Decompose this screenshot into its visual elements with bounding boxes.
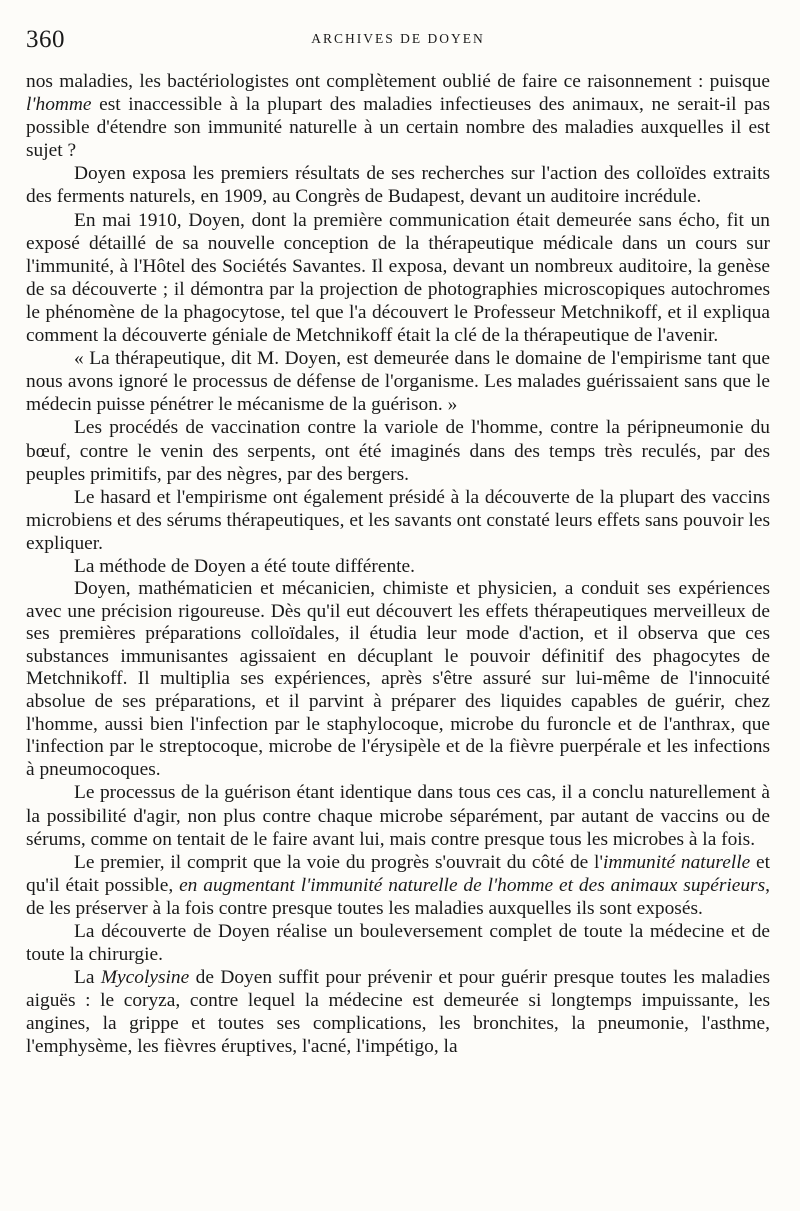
paragraph: [26, 920, 770, 966]
italic-text: l'homme: [26, 94, 92, 116]
paragraph: [26, 347, 770, 416]
paragraph: [26, 416, 770, 485]
paragraph: [26, 209, 770, 348]
text-run: , de les préserver à la fois contre presque toutes les maladies auxquelles ils sont exposés.: [26, 874, 771, 919]
text-run: et qu'il était possible,: [26, 851, 770, 896]
paragraph: [26, 578, 770, 781]
text-run: La méthode de Doyen a été toute différente.: [74, 555, 415, 577]
paragraph: [26, 966, 770, 1058]
text-run: de Doyen suffit pour prévenir et pour guérir presque toutes les maladies aiguës : le coryza, contre lequel la médecine est demeurée si longtemps impuissante, les angines, la grippe et toutes ses complications, les bronchites, la pneumonie, l'asthme, l'emphysème, les fièvres éruptives, l'acné, l'impétigo, la: [26, 967, 770, 1058]
text-run: Le processus de la guérison étant identique dans tous ces cas, il a conclu naturellement à la possibilité d'agir, non plus contre chaque microbe séparément, par autant de vaccins ou de sérums, comme on tentait de le faire avant lui, mais contre presque tous les microbes à la fois.: [26, 782, 770, 850]
body-text: [26, 70, 770, 1059]
text-run: Les procédés de vaccination contre la variole de l'homme, contre la péripneumonie du bœuf, contre le venin des serpents, ont été imaginés dans des temps très reculés, par des peuples primitifs, par des nègres, par des bergers.: [26, 417, 770, 485]
text-run: est inaccessible à la plupart des maladies infectieuses des animaux, ne serait-il pas possible d'étendre son immunité naturelle à un certain nombre des maladies auxquelles il est sujet ?: [26, 94, 770, 162]
text-run: nos maladies, les bactériologistes ont complètement oublié de faire ce raisonnement : puisque: [26, 71, 770, 92]
text-run: Doyen, mathématicien et mécanicien, chimiste et physicien, a conduit ses expériences avec une précision rigoureuse. Dès qu'il eut découvert les effets thérapeutiques merveilleux de ses premières préparations colloïdales, il étudia leur mode d'action, et il observa que ces substances immunisantes agissaient en décuplant le pouvoir définitif des phagocytes de Metchnikoff. Il multiplia ses expériences, après s'être assuré sur lui-même de l'innocuité absolue de ses préparations, et il parvint à préparer des liquides capables de guérir, chez l'homme, aussi bien l'infection par le staphylocoque, microbe du furoncle et de l'anthrax, que l'infection par le streptocoque, microbe de l'érysipèle et de la fièvre puerpérale et les infections à pneumocoques.: [26, 578, 770, 780]
paragraph: [26, 486, 770, 555]
text-run: Le premier, il comprit que la voie du progrès s'ouvrait du côté de l': [74, 851, 603, 873]
page-header: [26, 26, 770, 66]
italic-text: immunité naturelle: [602, 851, 751, 873]
paragraph: [26, 70, 770, 162]
italic-text: Mycolysine: [100, 967, 190, 989]
page-number: 360: [26, 26, 65, 53]
text-run: En mai 1910, Doyen, dont la première communication était demeurée sans écho, fit un exposé détaillé de sa nouvelle conception de la thérapeutique médicale dans un cours sur l'immunité, à l'Hôtel des Sociétés Savantes. Il exposa, devant un nombreux auditoire, la genèse de sa découverte ; il démontra par la projection de photographies microscopiques autochromes le phénomène de la phagocytose, tel que l'a découvert le Professeur Metchnikoff, et il expliqua comment la découverte géniale de Metchnikoff était la clé de la thérapeutique de l'avenir.: [26, 209, 770, 347]
text-run: Le hasard et l'empirisme ont également présidé à la découverte de la plupart des vaccins microbiens et des sérums thérapeutiques, et les savants ont constaté leurs effets sans pouvoir les expliquer.: [26, 486, 770, 554]
text-run: La découverte de Doyen réalise un bouleversement complet de toute la médecine et de toute la chirurgie.: [26, 920, 770, 966]
text-run: La: [74, 967, 101, 989]
paragraph: [26, 555, 770, 578]
running-head: ARCHIVES DE DOYEN: [311, 31, 485, 46]
text-run: Doyen exposa les premiers résultats de ses recherches sur l'action des colloïdes extraits des ferments naturels, en 1909, au Congrès de Budapest, devant un auditoire incrédule.: [26, 163, 770, 208]
italic-text: en augmentant l'immunité naturelle de l'homme et des animaux supérieurs: [179, 874, 766, 896]
text-run: « La thérapeutique, dit M. Doyen, est demeurée dans le domaine de l'empirisme tant que nous avons ignoré le processus de défense de l'organisme. Les malades guérissaient sans que le médecin puisse pénétrer le mécanisme de la guérison. »: [26, 348, 770, 416]
paragraph: [26, 851, 770, 920]
paragraph: [26, 781, 770, 850]
paragraph: [26, 162, 770, 208]
